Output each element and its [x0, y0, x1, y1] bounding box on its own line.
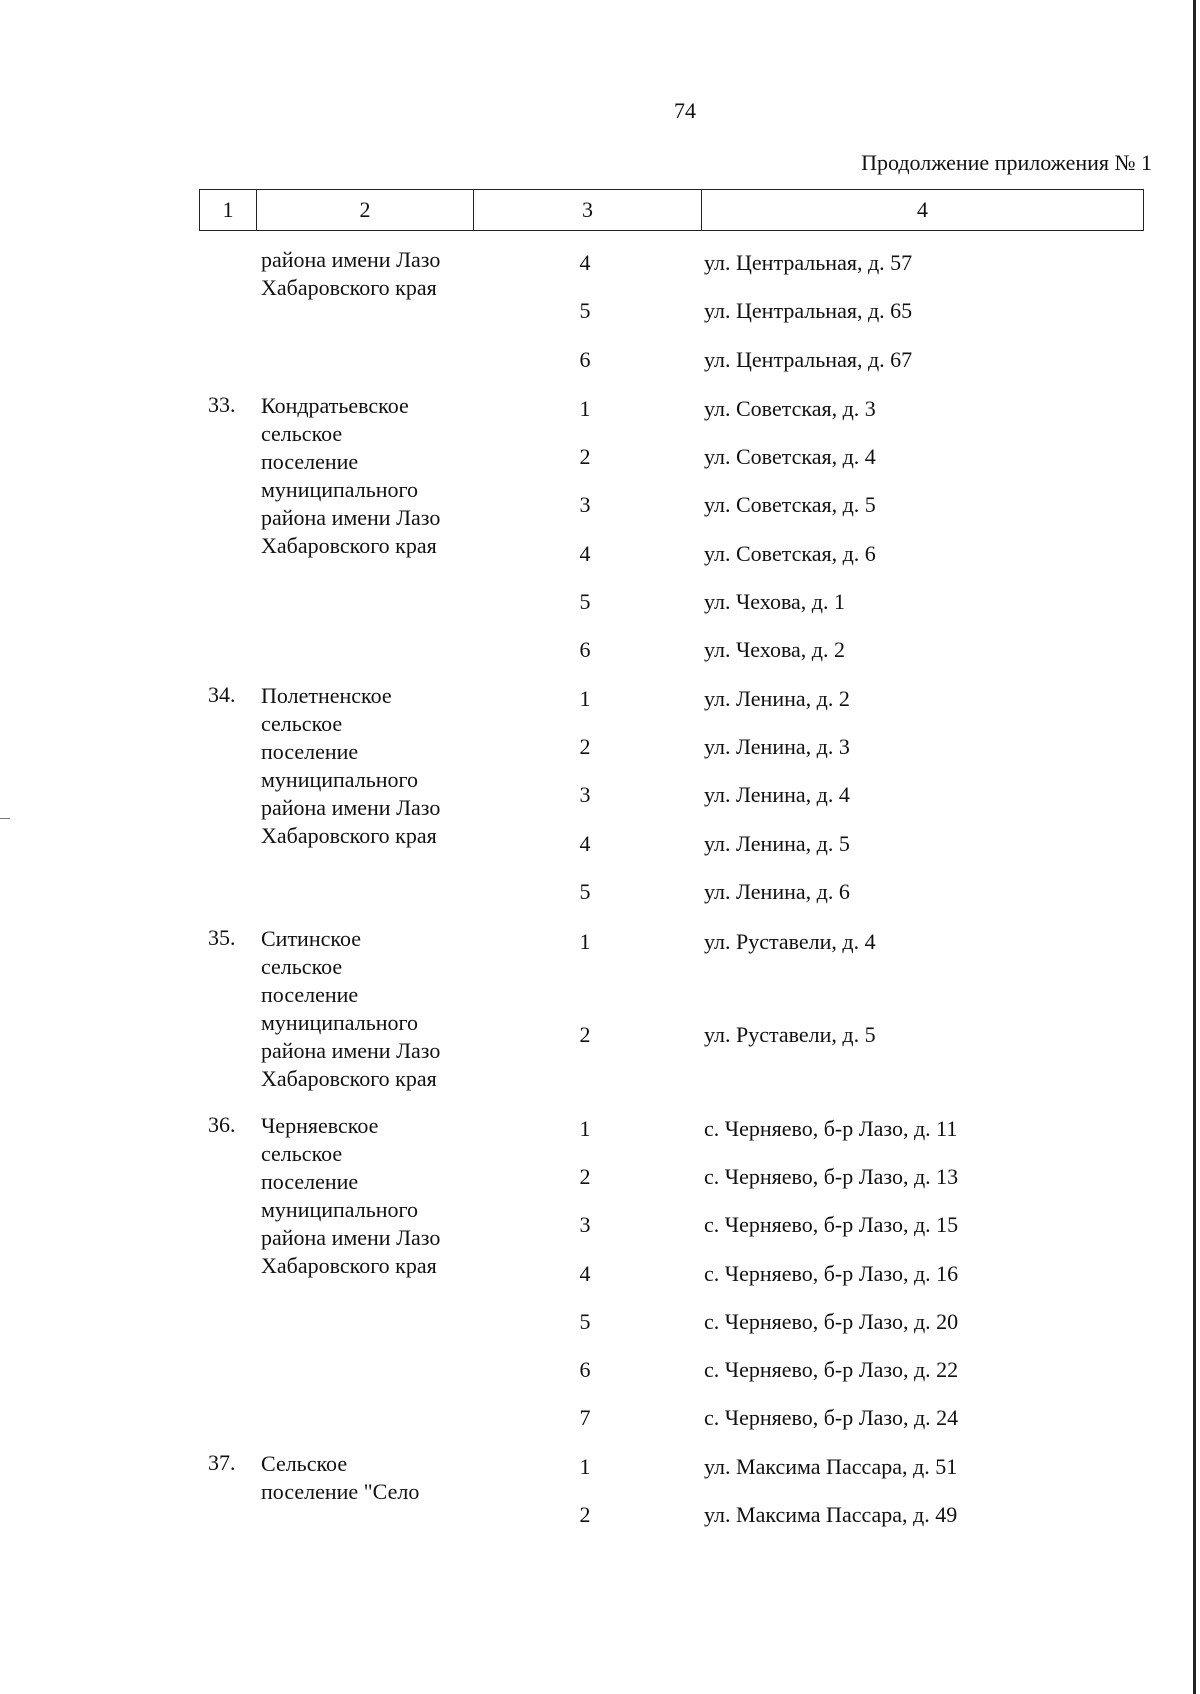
name-line: поселение: [261, 982, 359, 1007]
table-header: [199, 189, 1144, 231]
name-line: поселение "Село: [261, 1479, 420, 1504]
row-number: 35.: [208, 925, 236, 950]
item-number: 5: [579, 298, 591, 323]
name-line: поселение: [261, 739, 359, 764]
row-number: 36.: [208, 1112, 236, 1137]
address: ул. Советская, д. 4: [704, 444, 876, 469]
name-cell: [261, 925, 481, 1093]
address: с. Черняево, б-р Лазо, д. 11: [704, 1116, 958, 1141]
name-line: Сельское: [261, 1451, 348, 1476]
item-number: 2: [579, 734, 591, 759]
name-line: Полетненское: [261, 683, 392, 708]
name-line: муниципального: [261, 767, 419, 792]
name-cell: [261, 1112, 481, 1280]
address: с. Черняево, б-р Лазо, д. 24: [704, 1405, 959, 1430]
name-line: Хабаровского края: [261, 275, 437, 300]
name-cell: [261, 246, 481, 302]
name-cell: [261, 682, 481, 850]
name-line: сельское: [261, 954, 343, 979]
name-line: сельское: [261, 711, 343, 736]
item-number: 5: [579, 1309, 591, 1334]
row-number: 33.: [208, 392, 236, 417]
address: ул. Руставели, д. 4: [704, 929, 876, 954]
item-number: 1: [579, 686, 591, 711]
address: ул. Чехова, д. 1: [704, 589, 846, 614]
address: ул. Ленина, д. 6: [704, 879, 850, 904]
item-number: 6: [579, 637, 591, 662]
item-number: 4: [579, 831, 591, 856]
name-line: района имени Лазо: [261, 247, 441, 272]
page-number: 74: [674, 98, 696, 123]
item-number: 3: [579, 1212, 591, 1237]
item-number: 6: [579, 1357, 591, 1382]
address: ул. Руставели, д. 5: [704, 1022, 876, 1047]
name-line: Хабаровского края: [261, 533, 437, 558]
name-line: района имени Лазо: [261, 1225, 441, 1250]
item-number: 3: [579, 782, 591, 807]
name-line: района имени Лазо: [261, 1038, 441, 1063]
item-number: 5: [579, 879, 591, 904]
address: ул. Ленина, д. 4: [704, 782, 850, 807]
item-number: 4: [579, 541, 591, 566]
header-col-2: 2: [257, 190, 474, 230]
name-line: района имени Лазо: [261, 505, 441, 530]
item-number: 1: [579, 1454, 591, 1479]
continuation-note: Продолжение приложения № 1: [861, 150, 1152, 175]
address: с. Черняево, б-р Лазо, д. 22: [704, 1357, 959, 1382]
address: ул. Центральная, д. 65: [704, 298, 913, 323]
header-col-3: 3: [474, 190, 702, 230]
item-number: 2: [579, 1022, 591, 1047]
address: ул. Центральная, д. 57: [704, 250, 913, 275]
address: с. Черняево, б-р Лазо, д. 16: [704, 1261, 959, 1286]
name-line: Черняевское: [261, 1113, 379, 1138]
name-cell: [261, 392, 481, 560]
address: ул. Максима Пассара, д. 51: [704, 1454, 958, 1479]
item-number: 4: [579, 250, 591, 275]
row-number: 37.: [208, 1450, 236, 1475]
address: ул. Ленина, д. 5: [704, 831, 850, 856]
item-number: 7: [579, 1405, 591, 1430]
name-line: муниципального: [261, 1010, 419, 1035]
name-line: поселение: [261, 449, 359, 474]
name-line: Хабаровского края: [261, 1066, 437, 1091]
header-col-1: 1: [200, 190, 257, 230]
address: ул. Центральная, д. 67: [704, 347, 913, 372]
address: с. Черняево, б-р Лазо, д. 13: [704, 1164, 959, 1189]
name-line: Кондратьевское: [261, 393, 409, 418]
address: ул. Советская, д. 3: [704, 396, 876, 421]
name-line: района имени Лазо: [261, 795, 441, 820]
item-number: 4: [579, 1261, 591, 1286]
address: ул. Советская, д. 5: [704, 492, 876, 517]
item-number: 2: [579, 1164, 591, 1189]
item-number: 5: [579, 589, 591, 614]
name-line: Хабаровского края: [261, 823, 437, 848]
item-number: 2: [579, 1502, 591, 1527]
row-number: 34.: [208, 682, 236, 707]
item-number: 2: [579, 444, 591, 469]
name-line: Ситинское: [261, 926, 361, 951]
name-line: поселение: [261, 1169, 359, 1194]
header-col-4: 4: [917, 197, 928, 222]
item-number: 1: [579, 1116, 591, 1141]
item-number: 6: [579, 347, 591, 372]
item-number: 1: [579, 396, 591, 421]
address: ул. Максима Пассара, д. 49: [704, 1502, 958, 1527]
name-line: сельское: [261, 421, 343, 446]
address: ул. Чехова, д. 2: [704, 637, 846, 662]
address: с. Черняево, б-р Лазо, д. 15: [704, 1212, 959, 1237]
scan-right-border: [1193, 0, 1196, 1694]
name-line: муниципального: [261, 1197, 419, 1222]
name-line: Хабаровского края: [261, 1253, 437, 1278]
address: ул. Советская, д. 6: [704, 541, 876, 566]
item-number: 1: [579, 929, 591, 954]
address: ул. Ленина, д. 2: [704, 686, 850, 711]
item-number: 3: [579, 492, 591, 517]
name-line: муниципального: [261, 477, 419, 502]
scan-left-mark: [0, 818, 10, 819]
address: ул. Ленина, д. 3: [704, 734, 850, 759]
name-line: сельское: [261, 1141, 343, 1166]
address: с. Черняево, б-р Лазо, д. 20: [704, 1309, 959, 1334]
name-cell: [261, 1450, 481, 1506]
